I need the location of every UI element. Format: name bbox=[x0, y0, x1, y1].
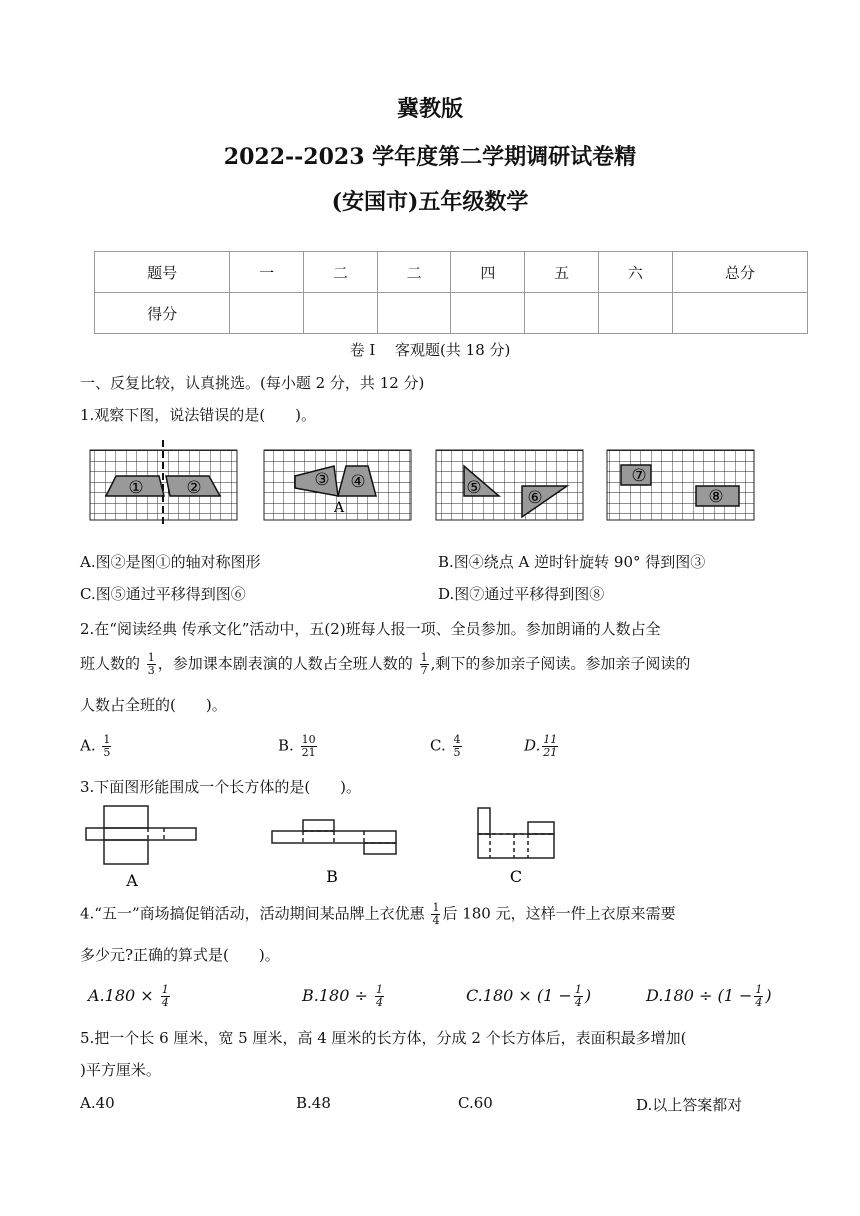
q5-option-a[interactable]: A.40 bbox=[80, 1094, 115, 1112]
fraction: $\frac{11}{21}$ bbox=[543, 733, 558, 759]
q2-text: ，参加课本剧表演的人数占全班人数的 bbox=[157, 654, 413, 673]
net-label-c: C bbox=[509, 867, 523, 886]
fraction: $\frac{1}{3}$ bbox=[147, 651, 155, 677]
net-b[interactable] bbox=[272, 820, 396, 854]
q4-option-a[interactable]: A.180 × $\frac{1}{4}$ bbox=[88, 983, 169, 1009]
fraction: $\frac{1}{4}$ bbox=[375, 983, 383, 1009]
q2-option-a[interactable]: A. $\frac{1}{5}$ bbox=[80, 733, 111, 759]
q2-option-d[interactable]: D. $\frac{11}{21}$ bbox=[524, 733, 558, 759]
q5-option-d[interactable]: D.以上答案都对 bbox=[636, 1096, 743, 1114]
exam-subtitle: (安国市)五年级数学 bbox=[331, 189, 529, 215]
q2-stem-line-1: 2.在“阅读经典 传承文化”活动中，五(2)班每人报一项、全员参加。参加朗诵的人数占全 bbox=[80, 620, 661, 638]
exam-publisher: 冀教版 bbox=[396, 96, 463, 122]
score-header-cell: 一 bbox=[230, 252, 304, 293]
fraction: $\frac{10}{21}$ bbox=[301, 733, 316, 759]
fraction: $\frac{1}{4}$ bbox=[755, 983, 763, 1009]
score-cell[interactable] bbox=[303, 293, 377, 334]
score-table-score-row bbox=[95, 293, 808, 334]
shape-label-2: ② bbox=[186, 478, 202, 498]
fraction: $\frac{1}{4}$ bbox=[574, 983, 582, 1009]
fraction: $\frac{4}{5}$ bbox=[453, 733, 461, 759]
shape-label-8: ⑧ bbox=[708, 487, 724, 507]
q1-option-c[interactable]: C.图⑤通过平移得到图⑥ bbox=[80, 585, 246, 603]
score-cell[interactable] bbox=[525, 293, 599, 334]
score-header-cell: 题号 bbox=[95, 252, 230, 293]
shape-label-6: ⑥ bbox=[527, 488, 543, 508]
q3-stem: 3.下面图形能围成一个长方体的是( )。 bbox=[80, 778, 362, 796]
net-a[interactable] bbox=[86, 806, 196, 864]
shape-label-5: ⑤ bbox=[466, 478, 482, 498]
fraction: $\frac{1}{5}$ bbox=[103, 733, 111, 759]
q5-stem-line-1: 5.把一个长 6 厘米，宽 5 厘米，高 4 厘米的长方体，分成 2 个长方体后，表面积最多增加( bbox=[80, 1029, 687, 1047]
fraction: $\frac{1}{7}$ bbox=[420, 651, 428, 677]
q4-stem-line-1: 4.“五一”商场搞促销活动，活动期间某品牌上衣优惠 $\frac{1}{4}$ 后 180 元，这样一件上衣原来需要 bbox=[80, 901, 676, 927]
grid-figure-4 bbox=[607, 450, 754, 520]
q2-stem-line-2 bbox=[80, 652, 690, 677]
score-header-cell: 总分 bbox=[672, 252, 807, 293]
q5-option-b[interactable]: B.48 bbox=[296, 1094, 331, 1112]
q4-option-b[interactable]: B.180 ÷ $\frac{1}{4}$ bbox=[302, 983, 383, 1009]
q1-option-d[interactable]: D.图⑦通过平移得到图⑧ bbox=[438, 585, 605, 603]
score-table-header-row bbox=[95, 252, 808, 293]
q1-option-b[interactable]: B.图④绕点 A 逆时针旋转 90° 得到图③ bbox=[438, 553, 706, 571]
net-label-a: A bbox=[126, 871, 138, 890]
section-heading: 一、反复比较，认真挑选。(每小题 2 分，共 12 分) bbox=[80, 374, 425, 392]
score-header-cell: 二 bbox=[377, 252, 451, 293]
net-c[interactable] bbox=[478, 808, 554, 858]
volume-heading: 卷 I 客观题(共 18 分) bbox=[349, 341, 511, 359]
score-cell[interactable] bbox=[672, 293, 807, 334]
score-table bbox=[94, 251, 808, 334]
q1-figures bbox=[84, 440, 774, 525]
score-header-cell: 六 bbox=[599, 252, 673, 293]
shape-label-1: ① bbox=[128, 478, 144, 498]
q5-stem-line-2: )平方厘米。 bbox=[80, 1061, 161, 1079]
grid-figure-1 bbox=[90, 440, 237, 525]
score-header-cell: 二 bbox=[303, 252, 377, 293]
score-header-cell: 五 bbox=[525, 252, 599, 293]
score-cell[interactable] bbox=[230, 293, 304, 334]
q4-option-d[interactable]: D.180 ÷ (1 − $\frac{1}{4}$ ) bbox=[646, 983, 772, 1009]
score-header-cell: 四 bbox=[451, 252, 525, 293]
q4-option-c[interactable]: C.180 × (1 − $\frac{1}{4}$ ) bbox=[466, 983, 592, 1009]
score-cell[interactable] bbox=[599, 293, 673, 334]
fraction: $\frac{1}{4}$ bbox=[432, 901, 440, 927]
shape-label-3: ③ bbox=[314, 470, 330, 490]
shape-label-4: ④ bbox=[350, 472, 366, 492]
grid-figure-3 bbox=[436, 450, 583, 520]
q5-option-c[interactable]: C.60 bbox=[458, 1094, 493, 1112]
score-cell[interactable] bbox=[377, 293, 451, 334]
q1-option-a[interactable]: A.图②是图①的轴对称图形 bbox=[80, 553, 261, 571]
score-row-label: 得分 bbox=[95, 293, 230, 334]
q2-option-b[interactable]: B. $\frac{10}{21}$ bbox=[278, 733, 316, 759]
exam-title: 2022--2023 学年度第二学期调研试卷精 bbox=[223, 144, 637, 170]
q1-stem: 1.观察下图，说法错误的是( )。 bbox=[80, 406, 317, 424]
score-cell[interactable] bbox=[451, 293, 525, 334]
grid-figure-2 bbox=[264, 450, 411, 520]
q2-text: 班人数的 bbox=[80, 654, 141, 673]
net-label-b: B bbox=[326, 867, 338, 886]
q2-stem-line-3: 人数占全班的( )。 bbox=[80, 696, 227, 714]
q3-nets bbox=[84, 802, 784, 894]
shape-label-7: ⑦ bbox=[631, 466, 647, 486]
q2-option-c[interactable]: C. $\frac{4}{5}$ bbox=[430, 733, 461, 759]
point-a-label: A bbox=[333, 500, 345, 516]
fraction: $\frac{1}{4}$ bbox=[161, 983, 169, 1009]
q2-text: ,剩下的参加亲子阅读。参加亲子阅读的 bbox=[430, 654, 691, 673]
q4-stem-line-2: 多少元?正确的算式是( )。 bbox=[80, 946, 280, 964]
